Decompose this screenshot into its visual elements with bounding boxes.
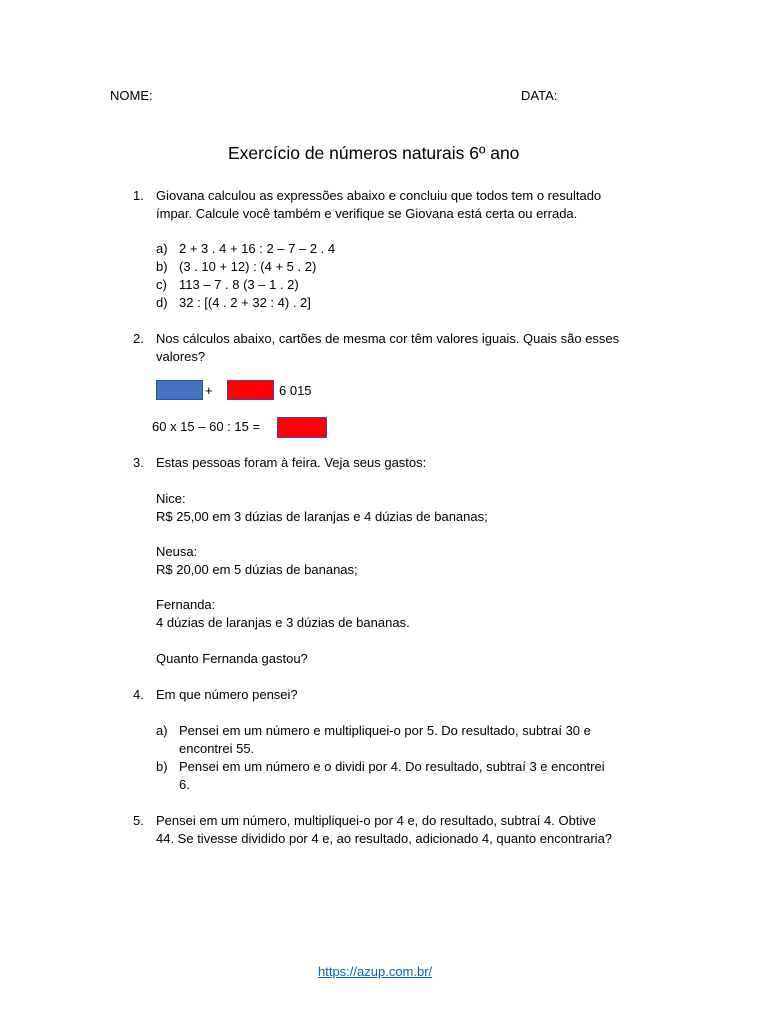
footer bbox=[318, 963, 432, 981]
red-card bbox=[227, 380, 274, 400]
q1-item-a-label: a) bbox=[156, 241, 168, 256]
q3-number: 3. bbox=[133, 455, 144, 470]
q4-item-a-label: a) bbox=[156, 723, 168, 738]
footer-link[interactable]: https://azup.com.br/ bbox=[318, 964, 433, 979]
blue-card bbox=[156, 380, 203, 400]
red-card-answer bbox=[277, 417, 327, 438]
q3-person-nice-name: Nice: bbox=[156, 491, 186, 506]
eq2-expression: 60 x 15 – 60 : 15 = bbox=[152, 419, 261, 434]
q4-number: 4. bbox=[133, 687, 144, 702]
q4-item-b-label: b) bbox=[156, 759, 168, 774]
eq1-result: 6 015 bbox=[279, 383, 312, 398]
q1-item-d-text: 32 : [(4 . 2 + 32 : 4) . 2] bbox=[179, 295, 311, 310]
q3-person-fernanda-detail: 4 dúzias de laranjas e 3 dúzias de bananas. bbox=[156, 615, 410, 630]
q1-line-2: ímpar. Calcule você também e verifique se Giovana está certa ou errada. bbox=[156, 206, 578, 221]
q1-line-1: Giovana calculou as expressões abaixo e concluiu que todos tem o resultado bbox=[156, 188, 602, 203]
q1-item-d-label: d) bbox=[156, 295, 168, 310]
q1-item-b-text: (3 . 10 + 12) : (4 + 5 . 2) bbox=[179, 259, 317, 274]
q1-item-b-label: b) bbox=[156, 259, 168, 274]
q3-intro: Estas pessoas foram à feira. Veja seus gastos: bbox=[156, 455, 427, 470]
q3-question: Quanto Fernanda gastou? bbox=[156, 651, 308, 666]
page-title: Exercício de números naturais 6º ano bbox=[228, 143, 520, 163]
q4-item-b-line-2: 6. bbox=[179, 777, 190, 792]
q4-item-a-line-2: encontrei 55. bbox=[179, 741, 255, 756]
q3-person-neusa-detail: R$ 20,00 em 5 dúzias de bananas; bbox=[156, 562, 358, 577]
eq1-plus-sign: + bbox=[205, 383, 213, 398]
q1-item-c-text: 113 – 7 . 8 (3 – 1 . 2) bbox=[179, 277, 299, 292]
q4-intro: Em que número pensei? bbox=[156, 687, 298, 702]
q3-person-nice-detail: R$ 25,00 em 3 dúzias de laranjas e 4 dúzias de bananas; bbox=[156, 509, 488, 524]
q4-item-a-line-1: Pensei em um número e multipliquei-o por 5. Do resultado, subtraí 30 e bbox=[179, 723, 591, 738]
q2-line-1: Nos cálculos abaixo, cartões de mesma cor têm valores iguais. Quais são esses bbox=[156, 331, 620, 346]
q1-item-c-label: c) bbox=[156, 277, 167, 292]
q4-item-b-line-1: Pensei em um número e o dividi por 4. Do resultado, subtraí 3 e encontrei bbox=[179, 759, 605, 774]
q1-item-a-text: 2 + 3 . 4 + 16 : 2 – 7 – 2 . 4 bbox=[179, 241, 336, 256]
q1-number: 1. bbox=[133, 188, 144, 203]
q5-number: 5. bbox=[133, 813, 144, 828]
date-label: DATA: bbox=[521, 88, 558, 103]
name-label: NOME: bbox=[110, 88, 153, 103]
q5-line-1: Pensei em um número, multipliquei-o por 4 e, do resultado, subtraí 4. Obtive bbox=[156, 813, 597, 828]
q3-person-fernanda-name: Fernanda: bbox=[156, 597, 216, 612]
q2-line-2: valores? bbox=[156, 349, 206, 364]
q5-line-2: 44. Se tivesse dividido por 4 e, ao resultado, adicionado 4, quanto encontraria? bbox=[156, 831, 613, 846]
q3-person-neusa-name: Neusa: bbox=[156, 544, 198, 559]
q2-number: 2. bbox=[133, 331, 144, 346]
